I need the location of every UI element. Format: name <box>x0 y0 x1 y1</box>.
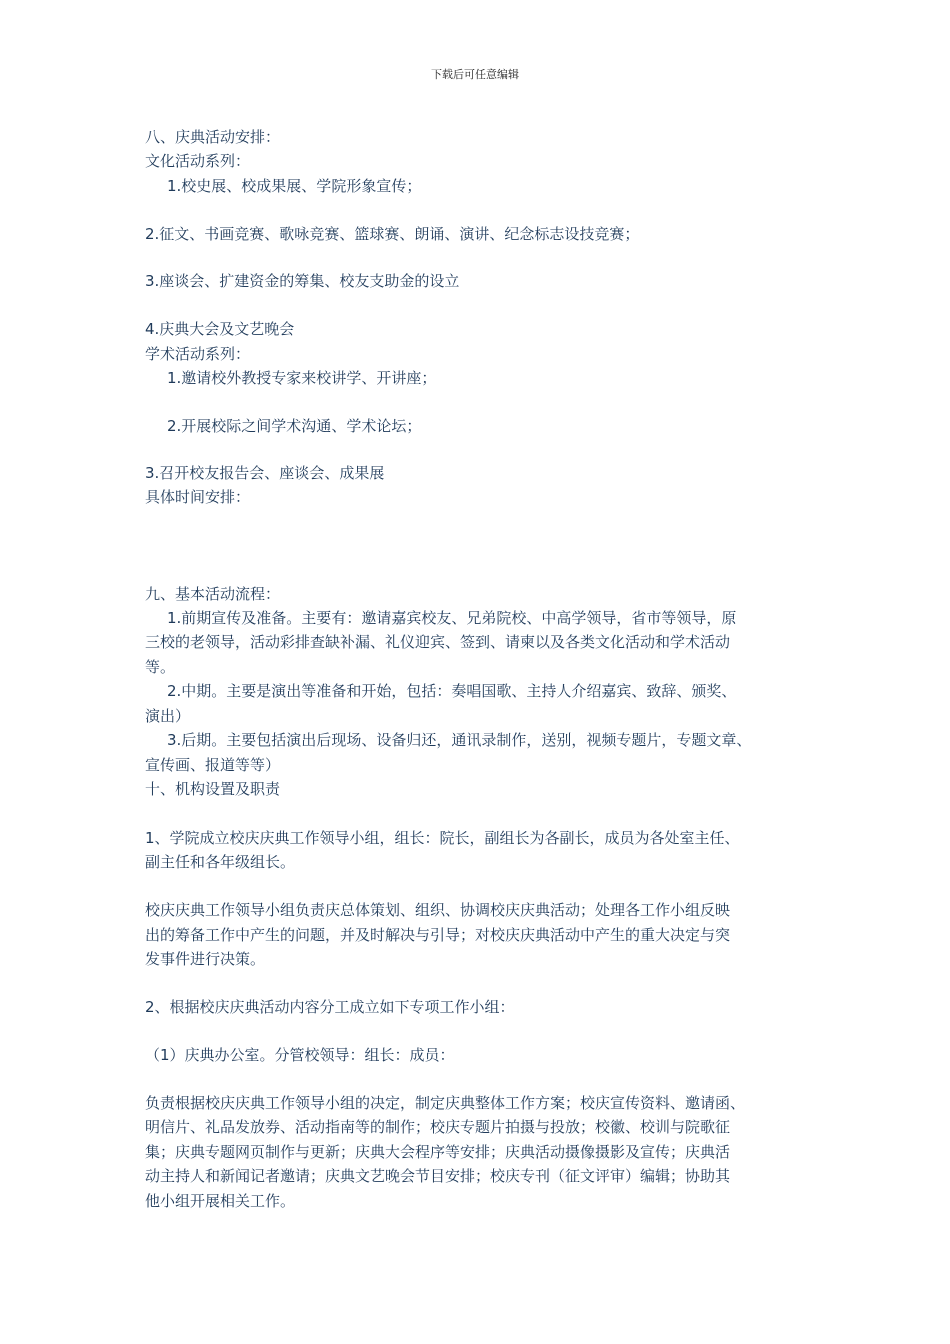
section-heading: 九、基本活动流程： <box>145 585 281 603</box>
subsection-heading: 具体时间安排： <box>145 488 251 506</box>
paragraph-line: 发事件进行决策。 <box>145 950 266 968</box>
paragraph-line: 副主任和各年级组长。 <box>145 853 296 871</box>
paragraph-line: 校庆庆典工作领导小组负责庆总体策划、组织、协调校庆庆典活动；处理各工作小组反映 <box>145 901 731 919</box>
list-item: 3.召开校友报告会、座谈会、成果展 <box>145 464 385 482</box>
paragraph-line: 出的筹备工作中产生的问题，并及时解决与引导；对校庆庆典活动中产生的重大决定与突 <box>145 926 731 944</box>
section-heading: 八、庆典活动安排： <box>145 128 281 146</box>
paragraph-line: 明信片、礼品发放券、活动指南等的制作；校庆专题片拍摄与投放；校徽、校训与院歌征 <box>145 1118 731 1136</box>
paragraph-line: 2、根据校庆庆典活动内容分工成立如下专项工作小组： <box>145 998 515 1016</box>
list-item: 1.校史展、校成果展、学院形象宣传； <box>167 177 422 195</box>
paragraph-line: 他小组开展相关工作。 <box>145 1192 296 1210</box>
paragraph-line: （1）庆典办公室。分管校领导：组长：成员： <box>145 1046 455 1064</box>
paragraph-line: 演出） <box>145 707 191 725</box>
paragraph-line: 等。 <box>145 658 176 676</box>
paragraph-line: 3.后期。主要包括演出后现场、设备归还，通讯录制作，送别，视频专题片，专题文章、 <box>167 731 752 749</box>
paragraph-line: 负责根据校庆庆典工作领导小组的决定，制定庆典整体工作方案；校庆宣传资料、邀请函、 <box>145 1094 746 1112</box>
paragraph-line: 1、学院成立校庆庆典工作领导小组，组长：院长，副组长为各副长，成员为各处室主任、 <box>145 829 740 847</box>
subsection-heading: 学术活动系列： <box>145 345 251 363</box>
paragraph-line: 宣传画、报道等等） <box>145 756 281 774</box>
list-item: 1.邀请校外教授专家来校讲学、开讲座； <box>167 369 437 387</box>
list-item: 2.征文、书画竞赛、歌咏竞赛、篮球赛、朗诵、演讲、纪念标志设技竞赛； <box>145 225 640 243</box>
paragraph-line: 集；庆典专题网页制作与更新；庆典大会程序等安排；庆典活动摄像摄影及宣传；庆典活 <box>145 1143 731 1161</box>
paragraph-line: 1.前期宣传及准备。主要有：邀请嘉宾校友、兄弟院校、中高学领导，省市等领导，原 <box>167 609 737 627</box>
paragraph-line: 2.中期。主要是演出等准备和开始，包括：奏唱国歌、主持人介绍嘉宾、致辞、颁奖、 <box>167 682 737 700</box>
page-header: 下载后可任意编辑 <box>431 68 519 81</box>
section-heading: 十、机构设置及职责 <box>145 780 281 798</box>
subsection-heading: 文化活动系列： <box>145 152 251 170</box>
paragraph-line: 三校的老领导，活动彩排查缺补漏、礼仪迎宾、签到、请柬以及各类文化活动和学术活动 <box>145 633 731 651</box>
list-item: 4.庆典大会及文艺晚会 <box>145 320 295 338</box>
list-item: 3.座谈会、扩建资金的筹集、校友支助金的设立 <box>145 272 460 290</box>
list-item: 2.开展校际之间学术沟通、学术论坛； <box>167 417 422 435</box>
paragraph-line: 动主持人和新闻记者邀请；庆典文艺晚会节目安排；校庆专刊（征文评审）编辑；协助其 <box>145 1167 731 1185</box>
